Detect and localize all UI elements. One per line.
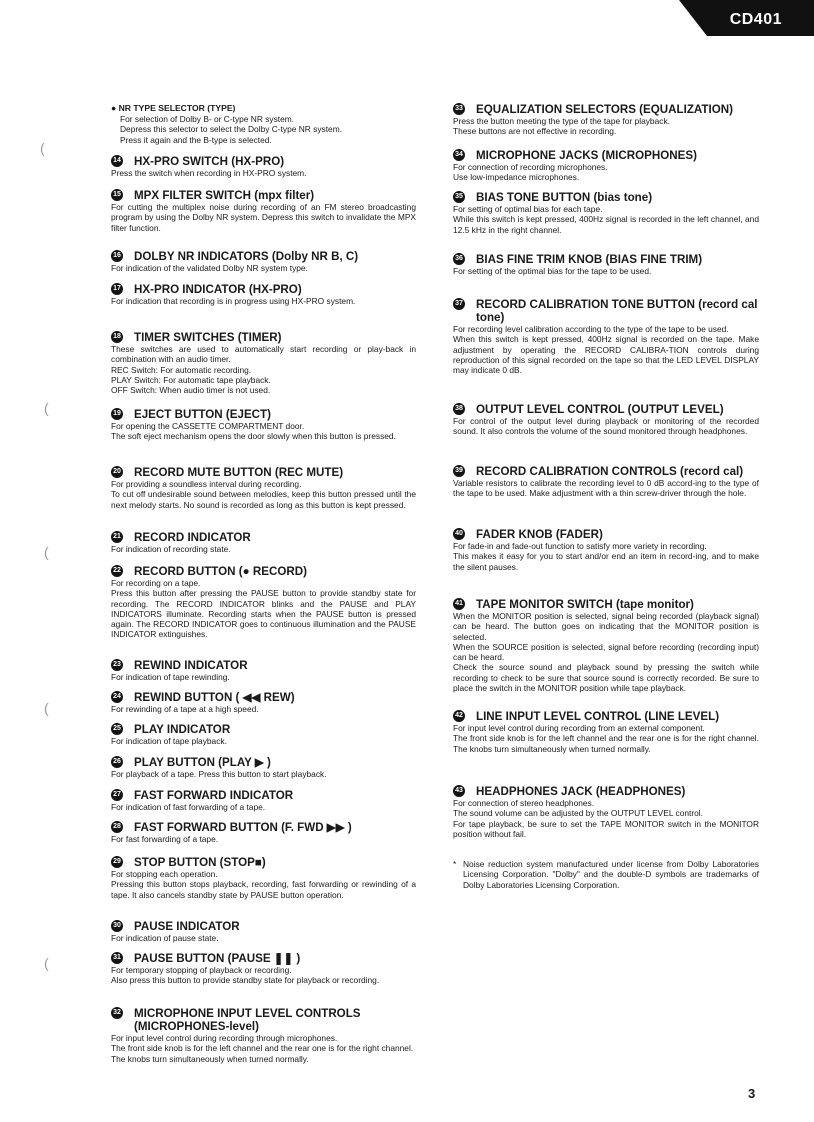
item-heading	[111, 691, 416, 704]
item-heading	[111, 466, 416, 479]
item-title: EQUALIZATION SELECTORS (EQUALIZATION)	[476, 103, 733, 116]
description-item	[111, 331, 416, 395]
item-title: PAUSE INDICATOR	[134, 920, 240, 933]
description-item	[453, 785, 759, 839]
item-heading	[111, 408, 416, 421]
item-body	[453, 266, 759, 276]
item-number-badge: 15	[111, 189, 123, 201]
item-number-badge: 20	[111, 466, 123, 478]
item-heading	[111, 821, 416, 834]
body-line: For indication of tape playback.	[111, 736, 227, 746]
description-item	[453, 149, 759, 183]
description-item	[111, 723, 416, 746]
item-number-badge: 40	[453, 528, 465, 540]
item-title: FADER KNOB (FADER)	[476, 528, 603, 541]
body-line: Noise reduction system manufactured under license from Dolby Laboratories Licensing Corporation. "Dolby" and the double-D symbols are trademarks of Dolby Laboratories Licensing Corporation.	[463, 859, 759, 890]
item-heading	[111, 920, 416, 933]
body-line: For indication that recording is in progress using HX-PRO system.	[111, 296, 356, 306]
description-item	[453, 710, 759, 754]
item-heading	[453, 298, 759, 324]
body-line: For rewinding of a tape at a high speed.	[111, 704, 259, 714]
body-line: Depress this selector to select the Dolby C-type NR system.	[120, 124, 343, 135]
description-item	[111, 189, 416, 233]
description-item	[453, 528, 759, 572]
item-title: REWIND INDICATOR	[134, 659, 248, 672]
item-number-badge: 30	[111, 920, 123, 932]
body-line: Press it again and the B-type is selected.	[120, 134, 272, 145]
body-line: For fast forwarding of a tape.	[111, 834, 219, 844]
item-title: LINE INPUT LEVEL CONTROL (LINE LEVEL)	[476, 710, 720, 723]
scan-mark: (	[44, 700, 49, 716]
body-line: For indication of recording state.	[111, 544, 231, 554]
item-number-badge: 34	[453, 149, 465, 161]
item-number-badge: 43	[453, 785, 465, 797]
footnote	[453, 859, 759, 890]
item-heading	[453, 253, 759, 266]
item-title: STOP BUTTON (STOP■)	[134, 856, 266, 869]
description-item	[111, 408, 416, 442]
footnote-mark: *	[453, 859, 457, 869]
body-line: For cutting the multiplex noise during recording of an FM stereo broadcasting program by using the Dolby NR system. Depress this switch to invalidate the MPX filter function.	[111, 202, 416, 233]
item-number-badge: 21	[111, 531, 123, 543]
item-heading	[111, 565, 416, 578]
item-number-badge: 19	[111, 408, 123, 420]
item-body	[453, 324, 759, 375]
body-line: The soft eject mechanism opens the door slowly when this button is pressed.	[111, 431, 396, 442]
item-body	[111, 769, 416, 779]
item-heading	[111, 155, 416, 168]
item-body	[111, 421, 416, 442]
description-item	[453, 253, 759, 276]
item-body	[453, 116, 759, 137]
description-item	[111, 756, 416, 779]
item-title: PLAY BUTTON (PLAY ▶ )	[134, 756, 271, 769]
body-line: For connection of stereo headphones.	[453, 798, 595, 808]
item-title: HX-PRO SWITCH (HX-PRO)	[134, 155, 285, 168]
description-item	[111, 466, 416, 510]
body-line: OFF Switch: When audio timer is not used.	[111, 385, 271, 396]
description-item	[111, 565, 416, 640]
body-line: Check the source sound and playback sound by pressing the switch while recording to check to be sure that source sound is correctly recorded. Be sure to place the switch in the MONITOR position while tape playback.	[453, 662, 759, 694]
item-body	[111, 296, 416, 306]
item-number-badge: 28	[111, 821, 123, 833]
description-item	[111, 691, 416, 714]
item-heading	[111, 331, 416, 344]
item-number-badge: 35	[453, 191, 465, 203]
item-body	[111, 168, 416, 178]
body-line: For connection of recording microphones.	[453, 162, 608, 172]
item-title: TAPE MONITOR SWITCH (tape monitor)	[476, 598, 694, 611]
item-number-badge: 29	[111, 856, 123, 868]
description-item	[453, 403, 759, 437]
item-body	[453, 723, 759, 754]
body-line: For opening the CASSETTE COMPARTMENT door.	[111, 421, 305, 431]
item-title: BIAS FINE TRIM KNOB (BIAS FINE TRIM)	[476, 253, 703, 266]
item-title: FAST FORWARD BUTTON (F. FWD ▶▶ )	[134, 821, 352, 834]
item-number-badge: 24	[111, 691, 123, 703]
description-item	[111, 1007, 416, 1064]
scan-mark: (	[44, 400, 49, 416]
item-heading	[111, 250, 416, 263]
body-line: For playback of a tape. Press this button to start playback.	[111, 769, 327, 779]
body-line: Also press this button to provide standby state for playback or recording.	[111, 975, 380, 986]
footnote-text	[463, 859, 759, 890]
model-label: CD401	[729, 11, 782, 28]
item-heading	[453, 103, 759, 116]
body-line: The sound volume can be adjusted by the OUTPUT LEVEL control.	[453, 808, 703, 819]
description-item	[111, 920, 416, 943]
item-heading	[453, 403, 759, 416]
item-body	[453, 798, 759, 839]
item-title: RECORD BUTTON (● RECORD)	[134, 565, 307, 578]
item-heading	[453, 149, 759, 162]
item-body	[111, 965, 416, 986]
description-item	[111, 250, 416, 273]
body-line: PLAY Switch: For automatic tape playback.	[111, 374, 271, 385]
item-heading	[453, 598, 759, 611]
item-heading	[453, 528, 759, 541]
item-body	[453, 162, 759, 183]
description-item	[111, 789, 416, 812]
item-body	[111, 544, 416, 554]
item-number-badge: 14	[111, 155, 123, 167]
item-heading	[111, 789, 416, 802]
scan-mark: (	[44, 955, 49, 971]
description-item	[111, 821, 416, 844]
item-body	[111, 479, 416, 510]
page-number: 3	[748, 1086, 756, 1101]
item-title: DOLBY NR INDICATORS (Dolby NR B, C)	[134, 250, 359, 263]
item-heading	[453, 710, 759, 723]
item-body	[453, 541, 759, 572]
item-number-badge: 25	[111, 723, 123, 735]
item-number-badge: 33	[453, 103, 465, 115]
item-title: ● NR TYPE SELECTOR (TYPE)	[111, 103, 236, 113]
item-title: RECORD CALIBRATION CONTROLS (record cal)	[476, 465, 744, 478]
description-item	[111, 283, 416, 306]
body-line: For stopping each operation.	[111, 869, 218, 879]
item-body	[111, 869, 416, 900]
description-item	[453, 103, 759, 137]
item-title: RECORD MUTE BUTTON (REC MUTE)	[134, 466, 344, 479]
item-title: BIAS TONE BUTTON (bias tone)	[476, 191, 653, 204]
item-title: TIMER SWITCHES (TIMER)	[134, 331, 282, 344]
body-line: Pressing this button stops playback, recording, fast forwarding or rewinding of a tape. It also cancels standby state by PAUSE button operation.	[111, 879, 416, 900]
item-heading	[453, 191, 759, 204]
body-line: Press this button after pressing the PAUSE button to provide standby state for recording. The RECORD INDICATOR blinks and the PAUSE and PLAY INDICATORS illuminate. Recording starts when the PAUSE button is pressed again. The RECORD INDICATOR goes to continuous illumination and the PAUSE INDICATOR extinguishes.	[111, 588, 416, 640]
body-line: Use low-impedance microphones.	[453, 172, 580, 183]
item-heading	[111, 531, 416, 544]
item-heading	[111, 283, 416, 296]
body-line: This makes it easy for you to start and/or end an item in record-ing, and to make the silent pauses.	[453, 551, 759, 572]
body-line: Press the button meeting the type of the tape for playback.	[453, 116, 670, 126]
item-heading	[453, 465, 759, 478]
body-line: Press the switch when recording in HX-PRO system.	[111, 168, 307, 178]
description-item	[453, 191, 759, 235]
description-item	[453, 465, 759, 499]
body-line: For indication of the validated Dolby NR system type.	[111, 263, 308, 273]
body-line: For temporary stopping of playback or recording.	[111, 965, 292, 975]
item-body	[453, 204, 759, 235]
body-line: The front side knob is for the left channel and the rear one is for the right channel. The knobs turn simultaneously when turned normally.	[453, 733, 759, 754]
item-body	[111, 672, 416, 682]
body-line: For input level control during recording from an external component.	[453, 723, 705, 733]
body-line: When this switch is kept pressed, 400Hz signal is recorded on the tape. Make adjustment by operating the RECORD CALIBRA-TION controls during reproduction of this signal recorded on the tape so that the LED LEVEL DISPLAY may indicate 0 dB.	[453, 334, 759, 376]
item-number-badge: 23	[111, 659, 123, 671]
body-line: When the SOURCE position is selected, signal before recording (recording input) can be heard.	[453, 641, 759, 663]
item-heading	[111, 1007, 416, 1033]
item-body	[453, 611, 759, 693]
scan-mark: (	[40, 140, 45, 156]
body-line: The front side knob is for the left channel and the rear one is for the right channel.	[111, 1043, 414, 1054]
description-item	[111, 952, 416, 986]
body-line: For providing a soundless interval during recording.	[111, 479, 302, 489]
item-heading	[111, 952, 416, 965]
body-line: For selection of Dolby B- or C-type NR system.	[120, 114, 295, 124]
item-number-badge: 39	[453, 465, 465, 477]
body-line: For setting of the optimal bias for the tape to be used.	[453, 266, 652, 276]
body-line: To cut off undesirable sound between melodies, keep this button pressed until the next melody starts. No sound is recorded as long as this button is kept pressed.	[111, 489, 416, 510]
item-number-badge: 41	[453, 598, 465, 610]
body-line: For setting of optimal bias for each tape.	[453, 204, 603, 214]
item-body	[111, 802, 416, 812]
body-line: These switches are used to automatically start recording or play-back in combination with an audio timer.	[111, 344, 416, 365]
item-body	[111, 578, 416, 640]
body-line: For indication of fast forwarding of a tape.	[111, 802, 266, 812]
item-number-badge: 31	[111, 952, 123, 964]
item-number-badge: 22	[111, 565, 123, 577]
item-body	[111, 344, 416, 395]
item-number-badge: 27	[111, 789, 123, 801]
body-line: These buttons are not effective in recording.	[453, 126, 617, 137]
item-title: OUTPUT LEVEL CONTROL (OUTPUT LEVEL)	[476, 403, 724, 416]
body-line: Variable resistors to calibrate the recording level to 0 dB accord-ing to the type of the tape to be used. Make adjustment with a thin screw-driver through the hole.	[453, 478, 759, 499]
item-title: MPX FILTER SWITCH (mpx filter)	[134, 189, 315, 202]
body-line: For recording on a tape.	[111, 578, 201, 588]
item-title: EJECT BUTTON (EJECT)	[134, 408, 271, 421]
description-item	[111, 659, 416, 682]
item-title: MICROPHONE INPUT LEVEL CONTROLS (MICROPHONES-level)	[134, 1007, 361, 1033]
item-title: PLAY INDICATOR	[134, 723, 231, 736]
body-line: For control of the output level during playback or monitoring of the recorded sound. It also controls the volume of the sound monitored through headphones.	[453, 416, 759, 437]
item-body	[111, 1033, 416, 1064]
body-line: For tape playback, be sure to set the TAPE MONITOR switch in the MONITOR position without fail.	[453, 818, 759, 839]
item-body	[111, 263, 416, 273]
body-line: For recording level calibration according to the type of the tape to be used.	[453, 324, 729, 334]
item-body	[453, 478, 759, 499]
body-line: REC Switch: For automatic recording.	[111, 364, 252, 375]
description-item	[111, 856, 416, 900]
description-item	[111, 103, 416, 145]
body-line: While this switch is kept pressed, 400Hz signal is recorded in the left channel, and 12.5 kHz in the right channel.	[453, 214, 759, 235]
item-number-badge: 18	[111, 331, 123, 343]
item-heading	[453, 785, 759, 798]
item-body	[111, 736, 416, 746]
body-line: For fade-in and fade-out function to satisfy more variety in recording.	[453, 541, 707, 551]
item-heading	[111, 723, 416, 736]
item-body	[111, 834, 416, 844]
item-title: RECORD CALIBRATION TONE BUTTON (record cal tone)	[476, 298, 758, 324]
item-heading	[111, 856, 416, 869]
body-line: For input level control during recording through microphones.	[111, 1033, 338, 1043]
description-item	[453, 598, 759, 693]
item-number-badge: 16	[111, 250, 123, 262]
item-heading	[111, 756, 416, 769]
item-heading	[111, 189, 416, 202]
body-line: The knobs turn simultaneously when turned normally.	[111, 1053, 309, 1064]
item-number-badge: 37	[453, 298, 465, 310]
item-body	[111, 114, 416, 145]
description-item	[111, 155, 416, 178]
item-title: RECORD INDICATOR	[134, 531, 251, 544]
item-title: PAUSE BUTTON (PAUSE ❚❚ )	[134, 952, 301, 965]
item-number-badge: 38	[453, 403, 465, 415]
scan-mark: (	[44, 544, 49, 560]
item-number-badge: 26	[111, 756, 123, 768]
item-number-badge: 42	[453, 710, 465, 722]
item-title: MICROPHONE JACKS (MICROPHONES)	[476, 149, 697, 162]
item-title: HX-PRO INDICATOR (HX-PRO)	[134, 283, 302, 296]
item-number-badge: 36	[453, 253, 465, 265]
item-title: FAST FORWARD INDICATOR	[134, 789, 294, 802]
item-body	[111, 202, 416, 233]
item-title: REWIND BUTTON ( ◀◀ REW)	[134, 691, 295, 704]
description-item	[453, 298, 759, 375]
item-body	[111, 704, 416, 714]
body-line: For indication of tape rewinding.	[111, 672, 230, 682]
item-number-badge: 32	[111, 1007, 123, 1019]
item-body	[111, 933, 416, 943]
item-heading	[111, 659, 416, 672]
body-line: When the MONITOR position is selected, signal being recorded (playback signal) can be heard. The button goes on indicating that the MONITOR position is selected.	[453, 611, 759, 642]
item-body	[453, 416, 759, 437]
item-title: HEADPHONES JACK (HEADPHONES)	[476, 785, 686, 798]
model-tab	[679, 0, 814, 36]
body-line: For indication of pause state.	[111, 933, 219, 943]
bullet-icon: ●	[111, 103, 119, 113]
description-item	[111, 531, 416, 554]
item-number-badge: 17	[111, 283, 123, 295]
